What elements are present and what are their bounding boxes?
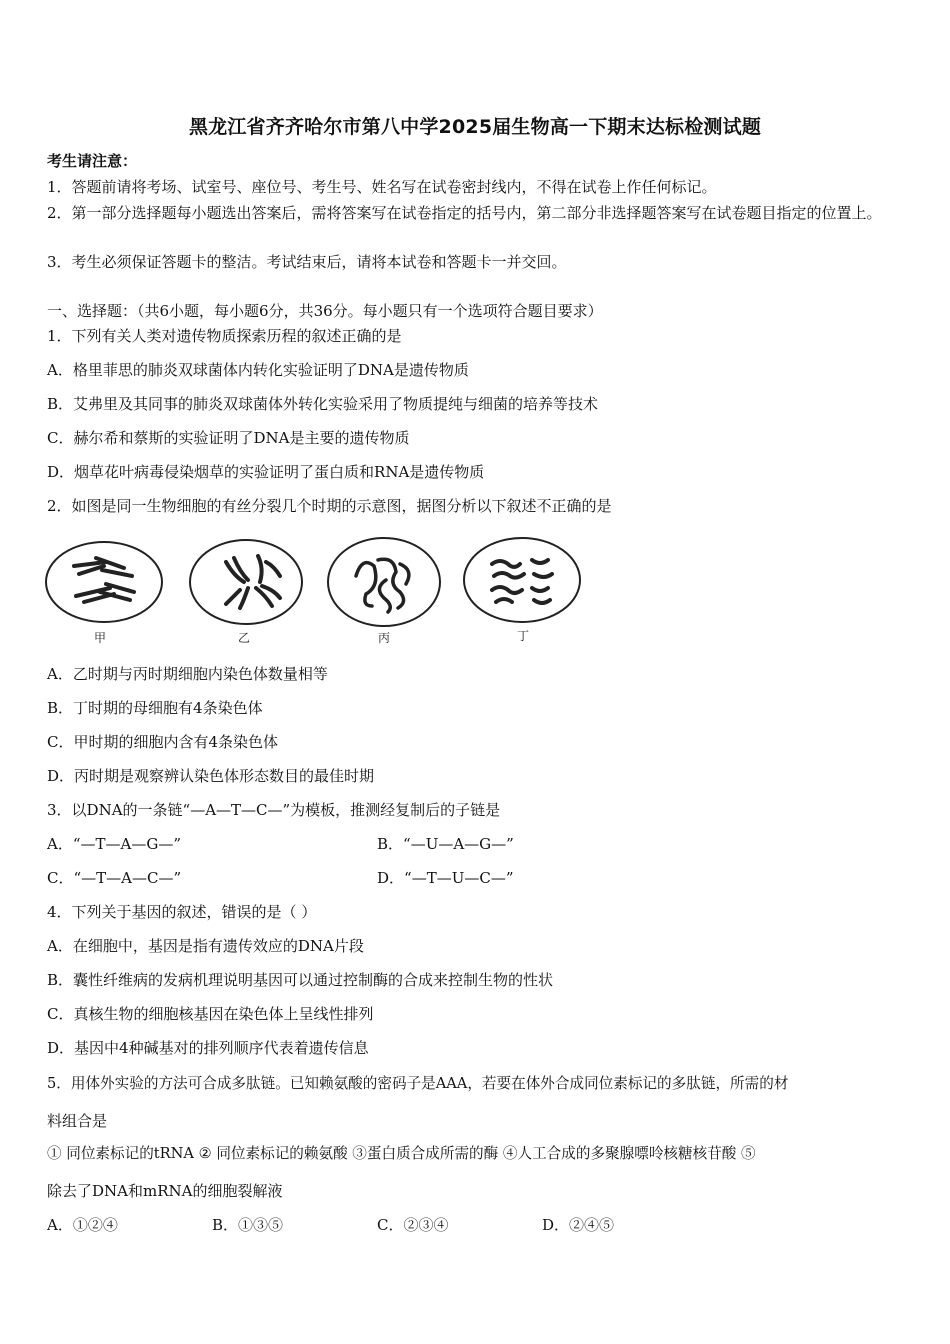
question-4-option-d: D．基因中4种碱基对的排列顺序代表着遗传信息 <box>47 1039 369 1057</box>
question-1-option-d: D．烟草花叶病毒侵染烟草的实验证明了蛋白质和RNA是遗传物质 <box>47 463 485 481</box>
notice-item-2: 2．第一部分选择题每小题选出答案后，需将答案写在试卷指定的括号内，第二部分非选择题答案写在试卷题目指定的位置上。 <box>47 204 882 222</box>
question-3-option-a: A．“—T—A—G—” <box>47 835 181 853</box>
notice-item-1: 1．答题前请将考场、试室号、座位号、考生号、姓名写在试卷密封线内，不得在试卷上作任何标记。 <box>47 178 717 196</box>
question-3-option-b: B．“—U—A—G—” <box>377 835 514 853</box>
question-5-stem-line-2: 料组合是 <box>47 1112 108 1130</box>
question-2-option-c: C．甲时期的细胞内含有4条染色体 <box>47 733 279 751</box>
cell-bing <box>328 538 440 645</box>
section-heading: 一、选择题：（共6小题，每小题6分，共36分。每小题只有一个选项符合题目要求） <box>47 302 603 320</box>
label-ding: 丁 <box>517 629 530 643</box>
mitosis-figure <box>44 536 589 652</box>
question-4-option-a: A．在细胞中，基因是指有遗传效应的DNA片段 <box>47 937 364 955</box>
question-4-stem: 4．下列关于基因的叙述，错误的是（ ） <box>47 903 317 921</box>
question-3-option-d: D．“—T—U—C—” <box>377 869 514 887</box>
question-5-option-b: B．①③⑤ <box>212 1216 284 1234</box>
question-3-option-c: C．“—T—A—C—” <box>47 869 182 887</box>
question-4-option-b: B．囊性纤维病的发病机理说明基因可以通过控制酶的合成来控制生物的性状 <box>47 971 554 989</box>
question-5-items-line-2: 除去了DNA和mRNA的细胞裂解液 <box>47 1182 283 1200</box>
label-yi: 乙 <box>238 631 251 645</box>
notice-heading: 考生请注意： <box>47 152 138 170</box>
label-bing: 丙 <box>378 631 391 645</box>
question-2-option-d: D．丙时期是观察辨认染色体形态数目的最佳时期 <box>47 767 375 785</box>
label-jia: 甲 <box>94 631 107 645</box>
question-2-option-b: B．丁时期的母细胞有4条染色体 <box>47 699 263 717</box>
question-2-option-a: A．乙时期与丙时期细胞内染色体数量相等 <box>47 665 328 683</box>
cell-ding <box>464 538 580 643</box>
question-5-option-d: D．②④⑤ <box>542 1216 615 1234</box>
notice-item-3: 3．考生必须保证答题卡的整洁。考试结束后，请将本试卷和答题卡一并交回。 <box>47 253 567 271</box>
question-3-stem: 3．以DNA的一条链“—A—T—C—”为模板，推测经复制后的子链是 <box>47 801 501 819</box>
cell-yi <box>190 540 302 645</box>
cell-jia <box>46 542 162 645</box>
question-5-option-a: A．①②④ <box>47 1216 118 1234</box>
question-1-option-a: A．格里菲思的肺炎双球菌体内转化实验证明了DNA是遗传物质 <box>47 361 469 379</box>
page-title: 黑龙江省齐齐哈尔市第八中学2025届生物高一下期末达标检测试题 <box>188 116 762 138</box>
question-5-items-line-1: ① 同位素标记的tRNA ② 同位素标记的赖氨酸 ③蛋白质合成所需的酶 ④人工合成的多聚腺嘌呤核糖核苷酸 ⑤ <box>47 1145 756 1162</box>
question-1-option-c: C．赫尔希和蔡斯的实验证明了DNA是主要的遗传物质 <box>47 429 410 447</box>
question-1-option-b: B．艾弗里及其同事的肺炎双球菌体外转化实验采用了物质提纯与细菌的培养等技术 <box>47 395 599 413</box>
question-2-stem: 2．如图是同一生物细胞的有丝分裂几个时期的示意图，据图分析以下叙述不正确的是 <box>47 497 612 515</box>
question-5-stem-line-1: 5．用体外实验的方法可合成多肽链。已知赖氨酸的密码子是AAA，若要在体外合成同位素标记的多肽链，所需的材 <box>47 1075 789 1092</box>
question-4-option-c: C．真核生物的细胞核基因在染色体上呈线性排列 <box>47 1005 374 1023</box>
question-5-option-c: C．②③④ <box>377 1216 449 1234</box>
question-1-stem: 1．下列有关人类对遗传物质探索历程的叙述正确的是 <box>47 327 402 345</box>
